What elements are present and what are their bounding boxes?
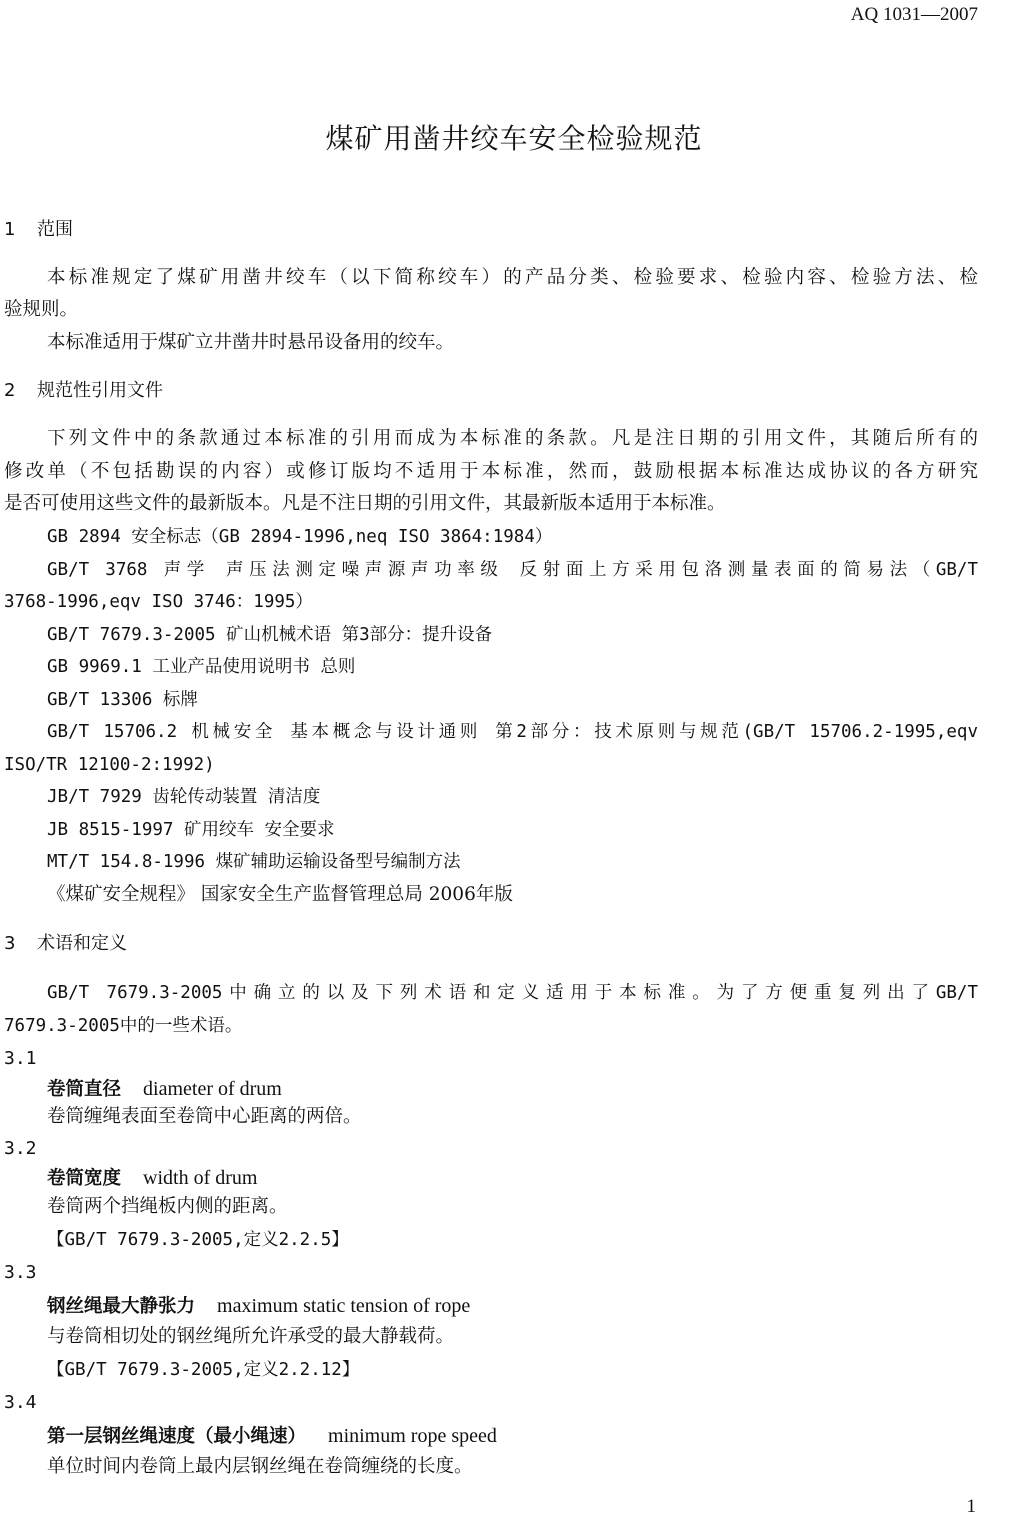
paragraph-line: 修改单（不包括勘误的内容）或修订版均不适用于本标准，然而，鼓励根据本标准达成协议的各方研究 bbox=[4, 461, 978, 482]
term-definition: 与卷筒相切处的钢丝绳所允许承受的最大静载荷。 bbox=[47, 1326, 455, 1347]
reference-item: GB/T 3768 声学 声压法测定噪声源声功率级 反射面上方采用包洛测量表面的简易法（GB/T bbox=[47, 560, 978, 580]
section-number: 2 bbox=[4, 380, 16, 401]
section-title: 规范性引用文件 bbox=[37, 380, 163, 401]
term-entry bbox=[47, 1163, 978, 1194]
reference-item: JB 8515-1997 矿用绞车 安全要求 bbox=[47, 820, 335, 840]
term-source: 【GB/T 7679.3-2005,定义2.2.5】 bbox=[47, 1230, 349, 1250]
term-chinese: 钢丝绳最大静张力 bbox=[47, 1296, 196, 1317]
paragraph-line: 本标准适用于煤矿立井凿井时悬吊设备用的绞车。 bbox=[47, 332, 455, 353]
reference-item: MT/T 154.8-1996 煤矿辅助运输设备型号编制方法 bbox=[47, 852, 461, 872]
term-entry bbox=[47, 1421, 978, 1452]
paragraph-line: 7679.3-2005中的一些术语。 bbox=[4, 1016, 243, 1036]
paragraph-line: GB/T 7679.3-2005中确立的以及下列术语和定义适用于本标准。为了方便重复列出了GB/T bbox=[47, 983, 978, 1003]
term-definition: 单位时间内卷筒上最内层钢丝绳在卷筒缠绕的长度。 bbox=[47, 1456, 473, 1477]
reference-item: GB/T 13306 标牌 bbox=[47, 690, 198, 710]
term-number: 3.3 bbox=[4, 1262, 37, 1283]
term-chinese: 卷筒宽度 bbox=[47, 1168, 122, 1189]
section-number: 1 bbox=[4, 219, 16, 240]
term-english: width of drum bbox=[143, 1167, 258, 1189]
document-title: 煤矿用凿井绞车安全检验规范 bbox=[325, 122, 703, 155]
term-number: 3.4 bbox=[4, 1392, 37, 1413]
reference-item: GB/T 15706.2 机械安全 基本概念与设计通则 第2部分：技术原则与规范(GB/T 15706.2-1995,eqv bbox=[47, 722, 978, 742]
reference-item: 《煤矿安全规程》 国家安全生产监督管理总局 2006年版 bbox=[47, 884, 513, 905]
reference-item: GB/T 7679.3-2005 矿山机械术语 第3部分：提升设备 bbox=[47, 625, 493, 645]
term-english: maximum static tension of rope bbox=[217, 1295, 471, 1317]
reference-item: GB 2894 安全标志（GB 2894-1996,neq ISO 3864:1984） bbox=[47, 527, 553, 547]
term-english: minimum rope speed bbox=[328, 1425, 497, 1447]
paragraph-line: 是否可使用这些文件的最新版本。凡是不注日期的引用文件，其最新版本适用于本标准。 bbox=[4, 493, 726, 514]
page-number: 1 bbox=[966, 1496, 976, 1517]
section-heading-normative-references bbox=[4, 376, 978, 406]
paragraph-line: 本标准规定了煤矿用凿井绞车（以下简称绞车）的产品分类、检验要求、检验内容、检验方法、检 bbox=[47, 267, 978, 288]
section-number: 3 bbox=[4, 933, 16, 954]
term-number: 3.2 bbox=[4, 1138, 37, 1159]
section-title: 范围 bbox=[37, 219, 73, 240]
section-heading-terms-definitions bbox=[4, 929, 978, 959]
paragraph-line: 验规则。 bbox=[4, 299, 79, 320]
term-number: 3.1 bbox=[4, 1048, 37, 1069]
term-chinese: 第一层钢丝绳速度（最小绳速） bbox=[47, 1426, 307, 1447]
section-heading-scope bbox=[4, 215, 978, 245]
reference-item-continuation: ISO/TR 12100-2:1992) bbox=[4, 755, 215, 775]
document-code: AQ 1031—2007 bbox=[850, 4, 978, 25]
reference-item-continuation: 3768-1996,eqv ISO 3746：1995） bbox=[4, 592, 313, 612]
term-definition: 卷筒缠绳表面至卷筒中心距离的两倍。 bbox=[47, 1106, 362, 1127]
section-title: 术语和定义 bbox=[37, 933, 127, 954]
term-entry bbox=[47, 1291, 978, 1322]
reference-item: GB 9969.1 工业产品使用说明书 总则 bbox=[47, 657, 356, 677]
term-english: diameter of drum bbox=[143, 1078, 282, 1100]
term-source: 【GB/T 7679.3-2005,定义2.2.12】 bbox=[47, 1360, 360, 1380]
term-entry bbox=[47, 1074, 978, 1105]
term-chinese: 卷筒直径 bbox=[47, 1079, 122, 1100]
reference-item: JB/T 7929 齿轮传动装置 清洁度 bbox=[47, 787, 321, 807]
term-definition: 卷筒两个挡绳板内侧的距离。 bbox=[47, 1196, 288, 1217]
paragraph-line: 下列文件中的条款通过本标准的引用而成为本标准的条款。凡是注日期的引用文件，其随后所有的 bbox=[47, 428, 978, 449]
